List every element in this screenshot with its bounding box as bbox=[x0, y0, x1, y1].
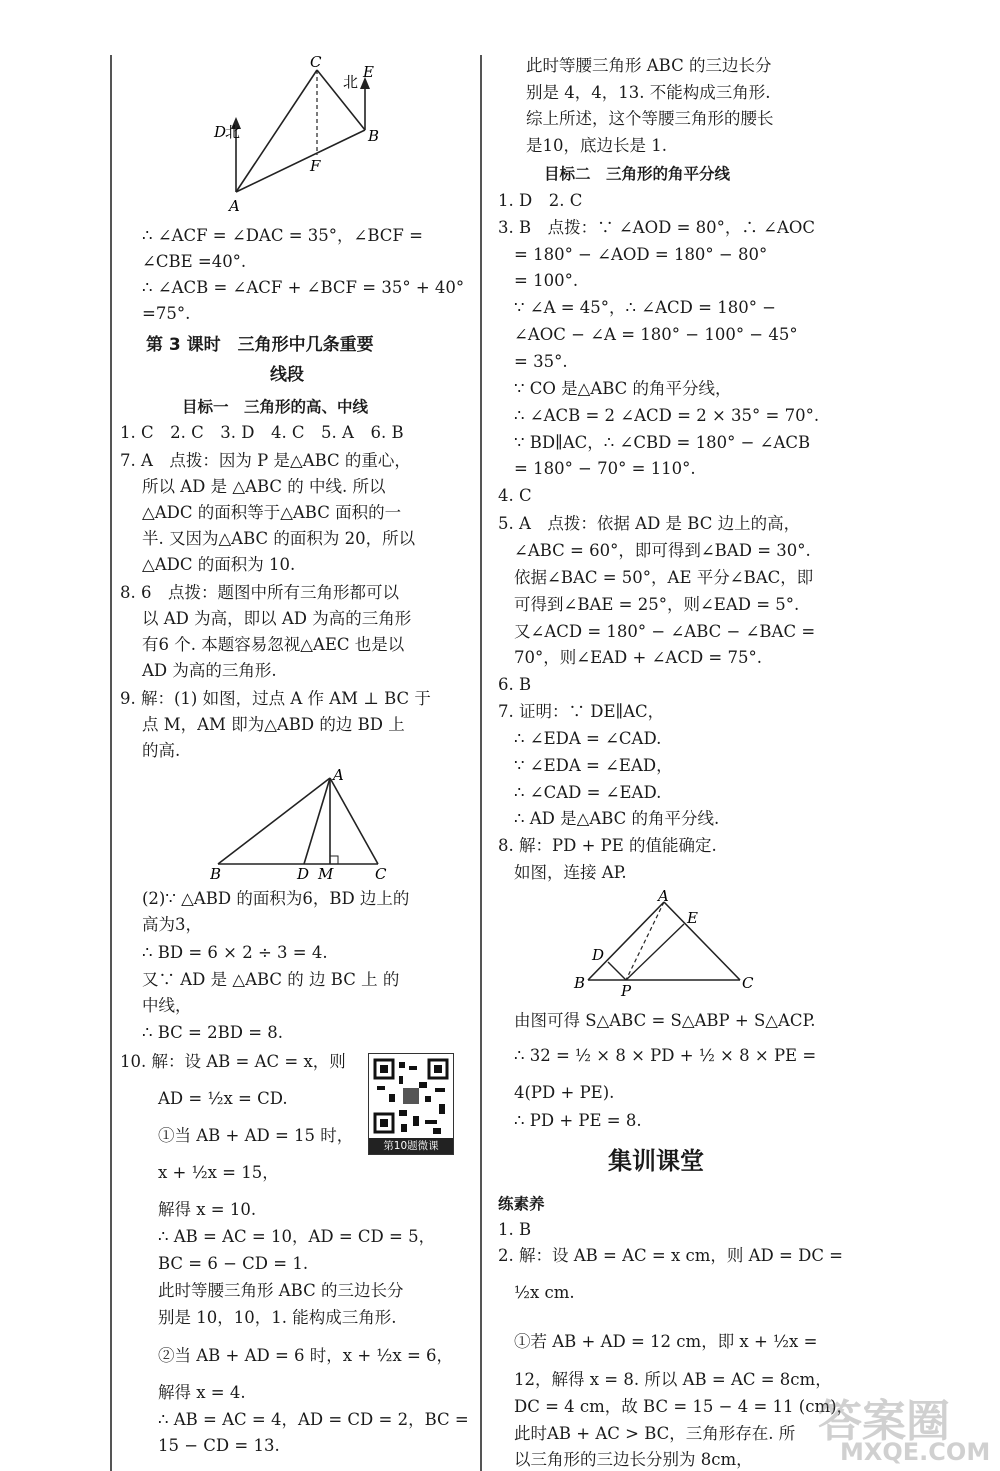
section-title-cont: 线段 bbox=[270, 365, 304, 385]
text-line: 10. 解：设 AB = AC = x，则 bbox=[120, 1052, 346, 1071]
text-line: 6. B bbox=[498, 675, 532, 694]
text-line: 解得 x = 10. bbox=[158, 1200, 257, 1219]
text-line: DC = 4 cm，故 BC = 15 − 4 = 11 (cm)， bbox=[514, 1397, 854, 1416]
text-line: ∵ CO 是△ABC 的角平分线， bbox=[514, 379, 732, 398]
text-line: ∴ ∠ACB = ∠ACF + ∠BCF = 35° + 40° bbox=[142, 278, 465, 297]
text-line: 7. 证明：∵ DE∥AC， bbox=[498, 702, 665, 721]
text-line: 7. A 点拨：因为 P 是△ABC 的重心， bbox=[120, 451, 411, 470]
fig2-label-C: C bbox=[375, 865, 387, 882]
text-line: ∴ PD + PE = 8. bbox=[514, 1111, 642, 1130]
text-line: △ADC 的面积等于△ABC 面积的一 bbox=[142, 503, 402, 522]
fig1-label-F: F bbox=[310, 157, 321, 175]
text-line: x + ½x = 15， bbox=[158, 1163, 279, 1182]
text-line: 此时AB + AC > BC，三角形存在. 所 bbox=[514, 1424, 796, 1443]
text-line: 又∵ AD 是 △ABC 的 边 BC 上 的 bbox=[142, 970, 400, 989]
text-line: AD = ½x = CD. bbox=[158, 1089, 288, 1108]
text-line: ∴ AB = AC = 10，AD = CD = 5， bbox=[158, 1227, 436, 1246]
section-title: 第 3 课时 三角形中几条重要 bbox=[146, 335, 374, 355]
fig1-label-D: D bbox=[214, 123, 227, 141]
fig3-label-E: E bbox=[687, 909, 698, 927]
text-line: ∴ 32 = ½ × 8 × PD + ½ × 8 × PE = bbox=[514, 1046, 817, 1065]
text-line: 3. B 点拨：∵ ∠AOD = 80°，∴ ∠AOC bbox=[498, 218, 816, 237]
text-line: 由图可得 S△ABC = S△ABP + S△ACP. bbox=[514, 1011, 816, 1030]
text-line: ②当 AB + AD = 6 时，x + ½x = 6， bbox=[158, 1346, 454, 1365]
watermark-url: MXQE.COM bbox=[840, 1438, 991, 1466]
text-line: = 35°. bbox=[514, 352, 568, 371]
text-line: BC = 6 − CD = 1. bbox=[158, 1254, 309, 1273]
text-line: AD 为高的三角形. bbox=[142, 661, 277, 680]
fig1-label-north-E: 北 bbox=[343, 73, 359, 91]
text-line: ∴ AD 是△ABC 的角平分线. bbox=[514, 809, 720, 828]
text-line: 中线， bbox=[142, 996, 192, 1015]
text-line: △ADC 的面积为 10. bbox=[142, 555, 296, 574]
text-line: = 180° − ∠AOD = 180° − 80° bbox=[514, 245, 768, 264]
text-line: 12，解得 x = 8. 所以 AB = AC = 8cm， bbox=[514, 1370, 832, 1389]
text-line: 4. C bbox=[498, 486, 532, 505]
fig1-label-A: A bbox=[229, 197, 240, 215]
text-line: 解得 x = 4. bbox=[158, 1383, 246, 1402]
text-line: 又∠ACD = 180° − ∠ABC − ∠BAC = bbox=[514, 622, 816, 641]
text-line: ∵ BD∥AC，∴ ∠CBD = 180° − ∠ACB bbox=[514, 433, 811, 452]
fig3-label-C: C bbox=[742, 974, 754, 992]
text-line: = 180° − 70° = 110°. bbox=[514, 459, 696, 478]
text-line: ∴ ∠ACB = 2 ∠ACD = 2 × 35° = 70°. bbox=[514, 406, 820, 425]
text-line: ∠CBE =40°. bbox=[142, 252, 247, 271]
text-line: 点 M，AM 即为△ABD 的边 BD 上 bbox=[142, 715, 405, 734]
fig3-label-A: A bbox=[658, 890, 669, 905]
figure-triangle-perpendiculars bbox=[570, 890, 770, 1002]
fig2-label-M: M bbox=[318, 865, 334, 882]
text-line: ∵ ∠A = 45°，∴ ∠ACD = 180° − bbox=[514, 298, 777, 317]
fig2-label-A: A bbox=[333, 766, 344, 784]
text-line: ∠AOC − ∠A = 180° − 100° − 45° bbox=[514, 325, 798, 344]
text-line: 依据∠BAC = 50°，AE 平分∠BAC，即 bbox=[514, 568, 814, 587]
text-line: 5. A 点拨：依据 AD 是 BC 边上的高， bbox=[498, 514, 801, 533]
qr-code-icon bbox=[369, 1054, 453, 1138]
watermark-logo: 答案圈 bbox=[818, 1396, 950, 1447]
text-line: ∴ ∠EDA = ∠CAD. bbox=[514, 729, 662, 748]
fig1-label-C: C bbox=[310, 55, 322, 71]
text-line: ∴ BC = 2BD = 8. bbox=[142, 1023, 284, 1042]
figure-direction-triangle bbox=[200, 55, 410, 215]
text-line: 15 − CD = 13. bbox=[158, 1436, 280, 1455]
text-line: = 100°. bbox=[514, 271, 579, 290]
text-line: 以三角形的三边长分别为 8cm， bbox=[514, 1450, 753, 1469]
qr-code[interactable] bbox=[368, 1053, 454, 1155]
text-line: 1. D 2. C bbox=[498, 191, 583, 210]
text-line: 所以 AD 是 △ABC 的 中线. 所以 bbox=[142, 477, 386, 496]
fig1-label-north-D: 北 bbox=[225, 123, 241, 141]
text-line: ①若 AB + AD = 12 cm，即 x + ½x = bbox=[514, 1332, 818, 1351]
text-line: =75°. bbox=[142, 304, 191, 323]
text-line: 此时等腰三角形 ABC 的三边长分 bbox=[158, 1281, 404, 1300]
fig3-label-B: B bbox=[574, 974, 586, 992]
text-line: ∴ BD = 6 × 2 ÷ 3 = 4. bbox=[142, 943, 328, 962]
text-line: ∴ ∠CAD = ∠EAD. bbox=[514, 783, 662, 802]
text-line: 70°，则∠EAD + ∠ACD = 75°. bbox=[514, 648, 762, 667]
text-line: (2)∵ △ABD 的面积为6，BD 边上的 bbox=[142, 889, 410, 908]
text-line: 高为3， bbox=[142, 915, 202, 934]
text-line: 1. B bbox=[498, 1220, 532, 1239]
text-line: ∵ ∠EDA = ∠EAD， bbox=[514, 756, 673, 775]
fig3-label-P: P bbox=[621, 982, 632, 1000]
text-line: 别是 4，4，13. 不能构成三角形. bbox=[526, 83, 771, 102]
text-line: ∴ AB = AC = 4，AD = CD = 2，BC = bbox=[158, 1410, 469, 1429]
text-line: 2. 解：设 AB = AC = x cm，则 AD = DC = bbox=[498, 1246, 844, 1265]
text-line: 是10，底边长是 1. bbox=[526, 136, 667, 155]
chapter-title: 集训课堂 bbox=[608, 1147, 704, 1175]
text-line: ∠ABC = 60°，即可得到∠BAD = 30°. bbox=[514, 541, 811, 560]
goal-heading: 目标二 三角形的角平分线 bbox=[544, 165, 731, 183]
text-line: 此时等腰三角形 ABC 的三边长分 bbox=[526, 56, 772, 75]
text-line: 的高. bbox=[142, 741, 181, 760]
text-line: ∴ ∠ACF = ∠DAC = 35°，∠BCF = bbox=[142, 226, 423, 245]
fig3-label-D: D bbox=[592, 946, 605, 964]
column-divider bbox=[480, 55, 482, 1471]
fig1-label-B: B bbox=[368, 127, 380, 145]
text-line: 1. C 2. C 3. D 4. C 5. A 6. B bbox=[120, 423, 404, 442]
text-line: 可得到∠BAE = 25°，则∠EAD = 5°. bbox=[514, 595, 800, 614]
text-line: 别是 10，10，1. 能构成三角形. bbox=[158, 1308, 397, 1327]
text-line: ½x cm. bbox=[514, 1283, 575, 1302]
text-line: 有6 个. 本题容易忽视△AEC 也是以 bbox=[142, 635, 405, 654]
text-line: 4(PD + PE). bbox=[514, 1083, 615, 1102]
text-line: ①当 AB + AD = 15 时， bbox=[158, 1126, 354, 1145]
fig2-label-B: B bbox=[210, 865, 222, 882]
text-line: 半. 又因为△ABC 的面积为 20，所以 bbox=[142, 529, 416, 548]
text-line: 9. 解：(1) 如图，过点 A 作 AM ⊥ BC 于 bbox=[120, 689, 431, 708]
text-line: 8. 解：PD + PE 的值能确定. bbox=[498, 836, 717, 855]
fig2-label-D: D bbox=[297, 865, 310, 882]
qr-caption: 第10题微课 bbox=[369, 1138, 453, 1154]
figure-triangle-height bbox=[210, 766, 410, 882]
text-line: 8. 6 点拨：题图中所有三角形都可以 bbox=[120, 583, 399, 602]
goal-heading: 目标一 三角形的高、中线 bbox=[182, 398, 369, 416]
text-line: 如图，连接 AP. bbox=[514, 863, 627, 882]
text-line: 综上所述，这个等腰三角形的腰长 bbox=[526, 109, 774, 128]
fig1-label-E: E bbox=[363, 63, 374, 81]
left-margin-rule bbox=[110, 55, 112, 1471]
text-line: 以 AD 为高，即以 AD 为高的三角形 bbox=[142, 609, 412, 628]
subsection-heading: 练素养 bbox=[498, 1195, 545, 1213]
